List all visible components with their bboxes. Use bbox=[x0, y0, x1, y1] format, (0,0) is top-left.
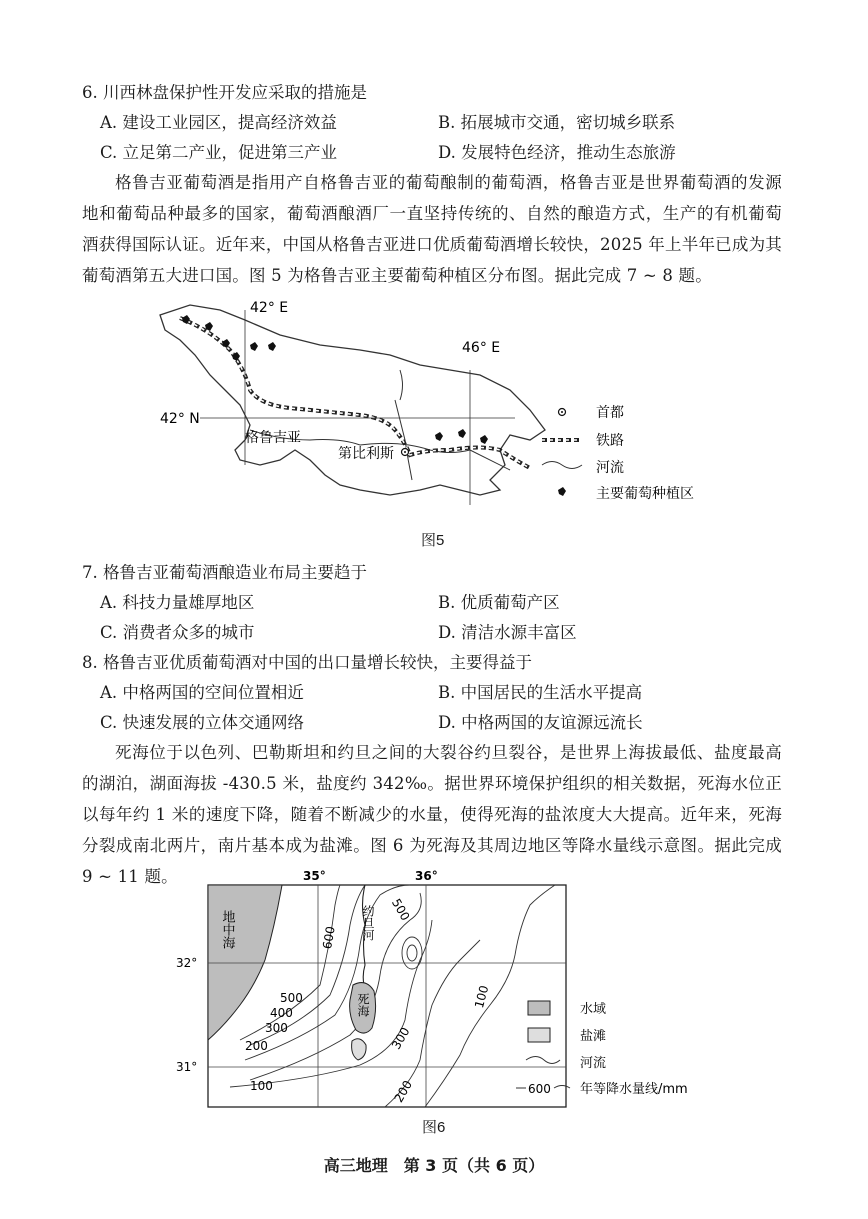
lon-46-label: 46° E bbox=[462, 340, 501, 356]
page-footer: 高三地理 第 3 页（共 6 页） bbox=[323, 1156, 545, 1175]
q8-option-b: B. 中国居民的生活水平提高 bbox=[438, 683, 643, 702]
q8-option-d: D. 中格两国的友谊源远流长 bbox=[438, 713, 643, 732]
lat-31-label: 31° bbox=[176, 1060, 198, 1074]
q7-stem: 7. 格鲁吉亚葡萄酒酿造业布局主要趋于 bbox=[82, 563, 367, 582]
river bbox=[400, 370, 403, 400]
lon-36-label: 36° bbox=[415, 869, 438, 883]
figure-6-caption: 图6 bbox=[422, 1119, 446, 1136]
q7-option-a: A. 科技力量雄厚地区 bbox=[100, 593, 255, 612]
q8-option-a: A. 中格两国的空间位置相近 bbox=[100, 683, 304, 702]
figure-6-map bbox=[170, 865, 730, 1115]
lat-32-label: 32° bbox=[176, 956, 198, 970]
passage-georgia-wine: 格鲁吉亚葡萄酒是指用产自格鲁吉亚的葡萄酿制的葡萄酒，格鲁吉亚是世界葡萄酒的发源地和葡萄品种最多的国家，葡萄酒酿酒厂一直坚持传统的、自然的酿造方式，生产的有机葡萄酒获得国际认证。近年来，中国从格鲁吉亚进口优质葡萄酒增长较快，2025 年上半年已成为其葡萄酒第五大进口国。图 5 为格鲁吉亚主要葡萄种植区分布图。据此完成 7 ~ 8 题。 bbox=[82, 173, 782, 285]
isoline-label-600: 600 bbox=[320, 925, 338, 951]
isoline-label-500-top: 500 bbox=[388, 896, 413, 924]
legend-capital: 首都 bbox=[596, 405, 624, 421]
salt-flat bbox=[352, 1039, 367, 1060]
isoline-label-500: 500 bbox=[280, 991, 303, 1005]
q8-option-c: C. 快速发展的立体交通网络 bbox=[100, 713, 305, 732]
legend-grape: 主要葡萄种植区 bbox=[596, 486, 694, 502]
q6-stem: 6. 川西林盘保护性开发应采取的措施是 bbox=[82, 83, 367, 102]
legend-river: 河流 bbox=[596, 460, 624, 476]
q6-option-c: C. 立足第二产业，促进第三产业 bbox=[100, 143, 338, 162]
legend-river: 河流 bbox=[580, 1056, 607, 1071]
isoline-label-300-right: 300 bbox=[388, 1024, 413, 1052]
country-label: 格鲁吉亚 bbox=[245, 430, 301, 446]
fig5-legend bbox=[542, 405, 694, 502]
q8-stem: 8. 格鲁吉亚优质葡萄酒对中国的出口量增长较快，主要得益于 bbox=[82, 653, 532, 672]
isoline-label-400: 400 bbox=[270, 1006, 293, 1020]
legend-water: 水域 bbox=[580, 1002, 607, 1017]
lon-42-label: 42° E bbox=[250, 300, 289, 316]
isoline-label-300: 300 bbox=[265, 1021, 288, 1035]
q7-option-c: C. 消费者众多的城市 bbox=[100, 623, 255, 642]
figure-5-caption: 图5 bbox=[421, 532, 445, 549]
river-label: 约旦河 bbox=[361, 905, 375, 941]
isoline-label-200-bottom: 200 bbox=[391, 1077, 416, 1105]
q6-option-d: D. 发展特色经济，推动生态旅游 bbox=[438, 143, 676, 162]
passage-dead-sea: 死海位于以色列、巴勒斯坦和约旦之间的大裂谷约旦裂谷，是世界上海拔最低、盐度最高的湖泊，湖面海拔 -430.5 米，盐度约 342‰。据世界环境保护组织的相关数据，死海水位正以每年约 1 米的速度下降，随着不断减少的水量，使得死海的盐浓度大大提高。近年来，死海分裂成南北两片，南片基本成为盐滩。图 6 为死海及其周边地区等降水量线示意图。据此完成 9 ~ 11 题。 bbox=[82, 743, 782, 886]
q7-option-b: B. 优质葡萄产区 bbox=[438, 593, 560, 612]
q7-option-d: D. 清洁水源丰富区 bbox=[438, 623, 577, 642]
legend-railway: 铁路 bbox=[596, 433, 624, 449]
lon-35-label: 35° bbox=[303, 869, 326, 883]
isoline-label-200: 200 bbox=[245, 1039, 268, 1053]
georgia-outline bbox=[160, 305, 545, 495]
isoline-label-100-right: 100 bbox=[471, 983, 492, 1010]
capital-label: 第比利斯 bbox=[338, 446, 394, 462]
fig6-legend bbox=[516, 1001, 688, 1097]
q6-option-a: A. 建设工业园区，提高经济效益 bbox=[100, 113, 337, 132]
lat-42-label: 42° N bbox=[160, 411, 200, 427]
isoline-label-100: 100 bbox=[250, 1079, 273, 1093]
legend-salt-flat: 盐滩 bbox=[580, 1029, 607, 1044]
lake-label: 死海 bbox=[356, 993, 370, 1017]
grape-area-icon bbox=[182, 315, 488, 444]
legend-isoline-value: 600 bbox=[528, 1082, 551, 1096]
q6-option-b: B. 拓展城市交通，密切城乡联系 bbox=[438, 113, 676, 132]
sea-label: 地中海 bbox=[219, 910, 235, 949]
legend-isoline: 年等降水量线/mm bbox=[580, 1082, 688, 1097]
figure-5-map bbox=[150, 290, 730, 520]
